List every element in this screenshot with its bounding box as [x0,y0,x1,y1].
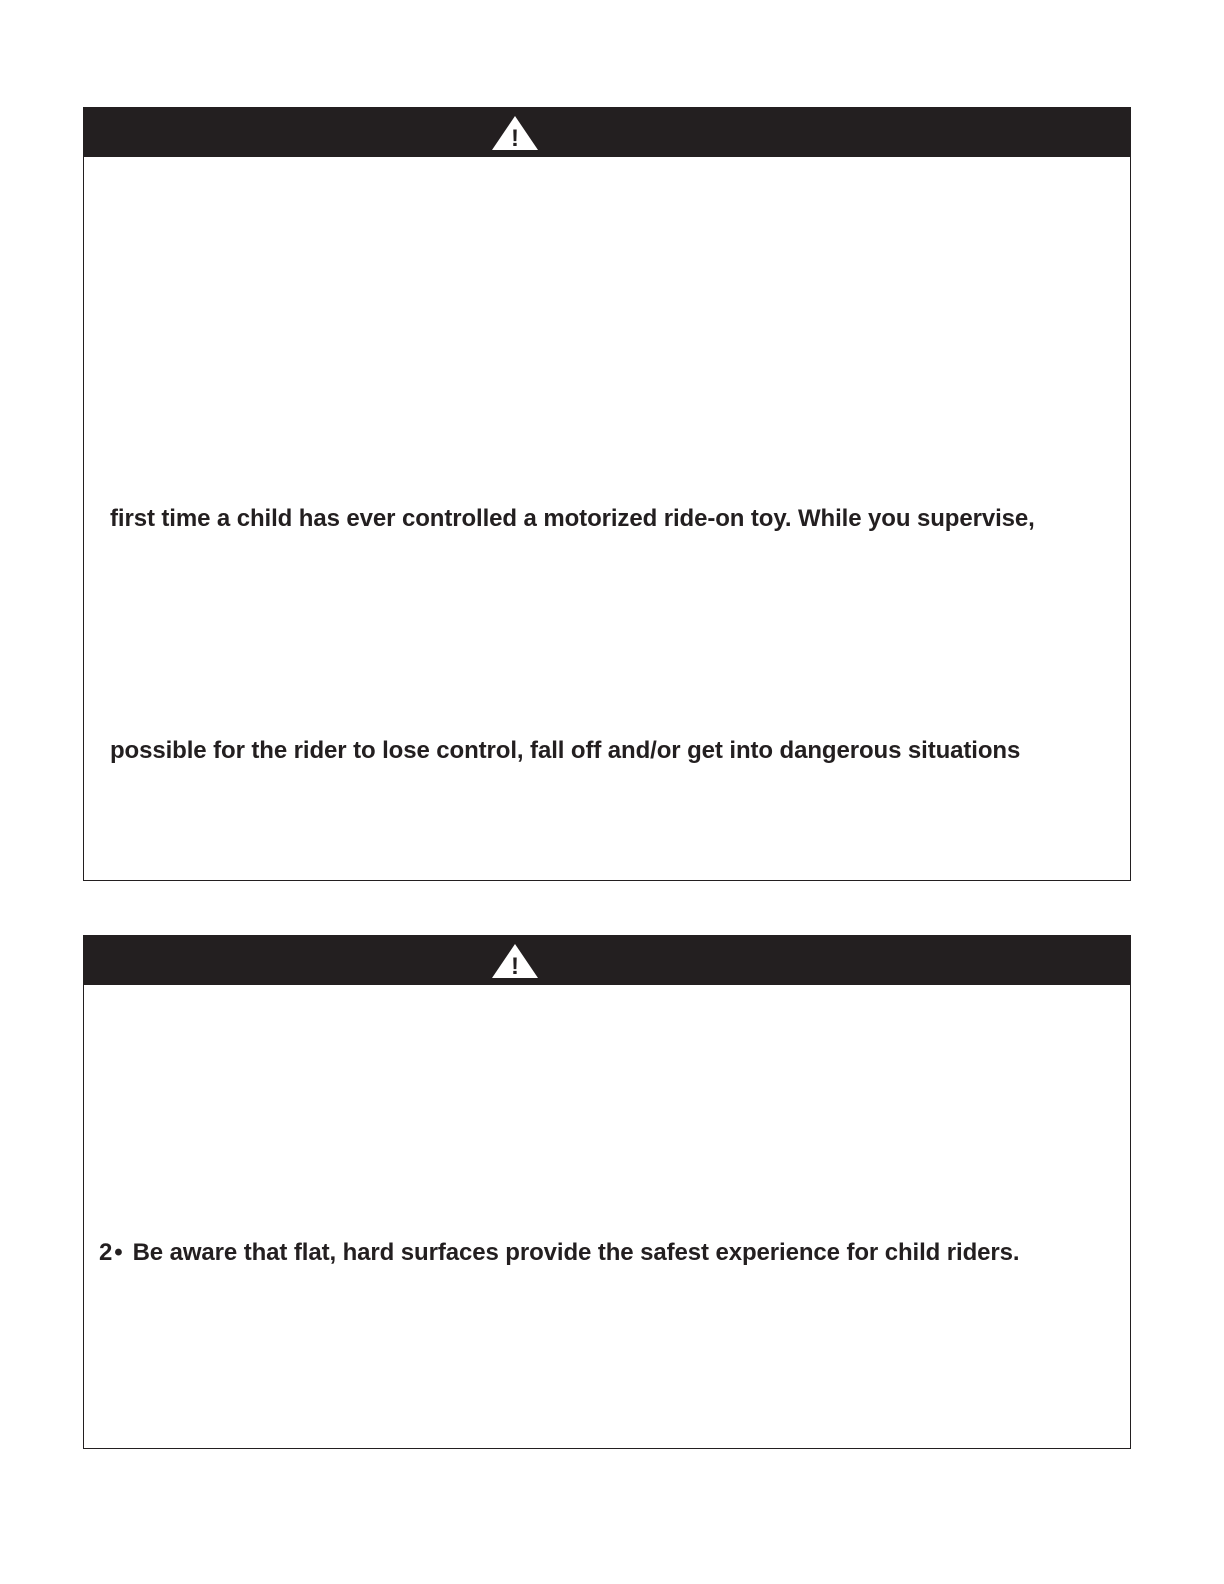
warning-text-line: possible for the rider to lose control, fall off and/or get into dangerous situations [110,737,1021,764]
list-item-number: 2 [99,1239,113,1266]
warning-text-line: first time a child has ever controlled a motorized ride-on toy. While you supervise, [110,505,1035,532]
warning-exclamation-glyph: ! [511,953,519,979]
list-bullet: • [114,1239,123,1266]
warning-header-bar [84,936,1130,985]
warning-list-item [99,1238,1019,1268]
warning-box-1 [83,107,1131,881]
list-item-text: Be aware that flat, hard surfaces provide the safest experience for child riders. [132,1239,1020,1266]
warning-triangle-icon [491,115,539,151]
warning-triangle-icon [491,943,539,979]
warning-header-bar [84,108,1130,157]
warning-box-2 [83,935,1131,1449]
warning-exclamation-glyph: ! [511,125,519,151]
